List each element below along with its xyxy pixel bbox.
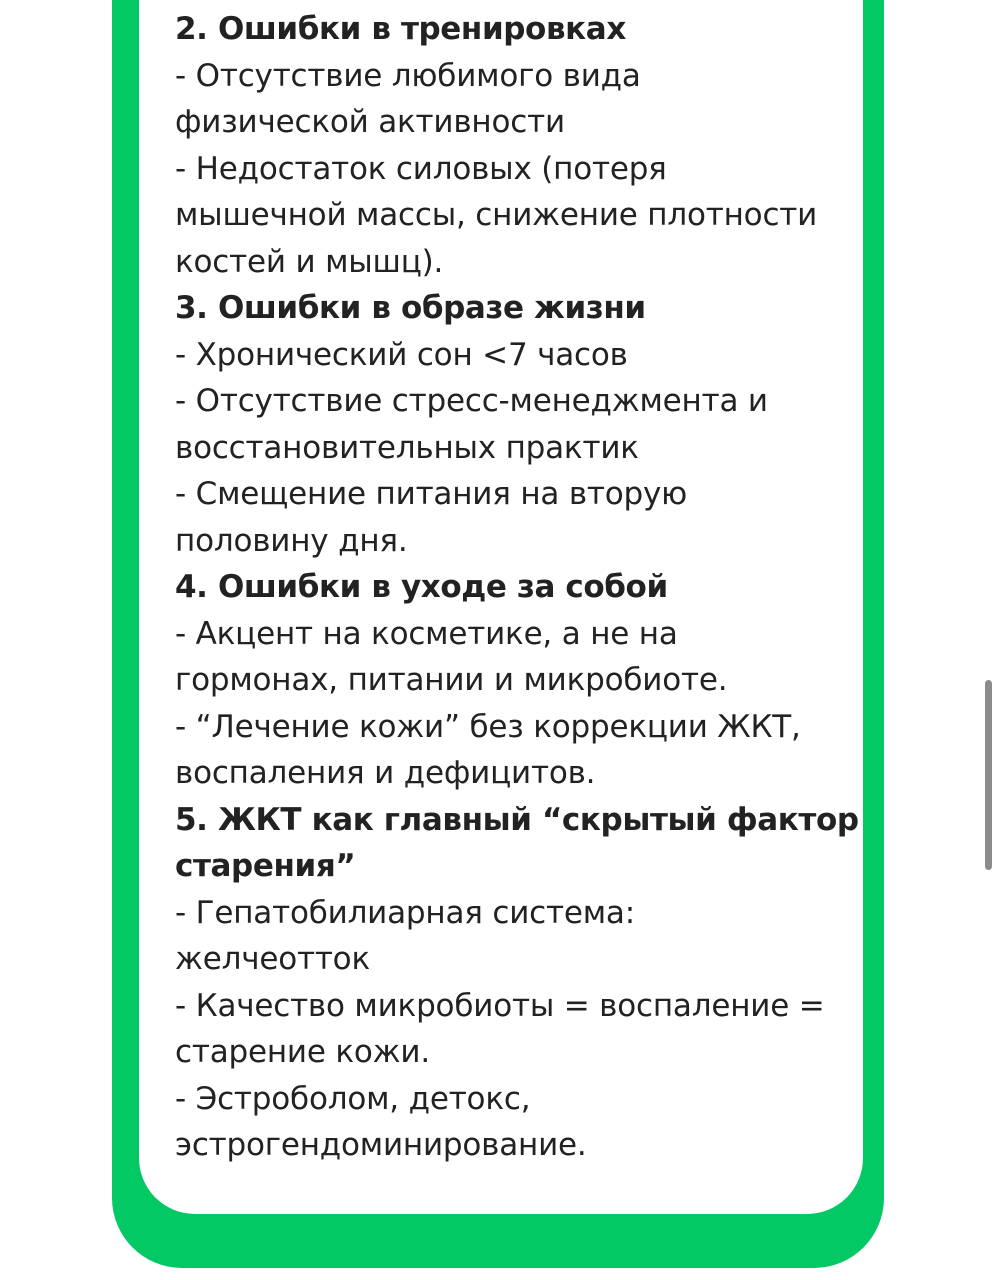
- text-line: - “Лечение кожи” без коррекции ЖКТ,: [175, 708, 801, 745]
- text-line: - Недостаток силовых (потеря: [175, 150, 667, 187]
- text-line: - Эстроболом, детокс,: [175, 1080, 531, 1117]
- section-self-care-errors: [175, 564, 855, 797]
- section-gut-aging-factor: [175, 797, 859, 1169]
- section-heading: 4. Ошибки в уходе за собой: [175, 569, 668, 605]
- content-card: [139, 0, 863, 1214]
- text-line: эстрогендоминирование.: [175, 1127, 587, 1163]
- section-heading: 2. Ошибки в тренировках: [175, 11, 626, 47]
- section-heading: 3. Ошибки в образе жизни: [175, 290, 646, 326]
- text-line: - Отсутствие любимого вида: [175, 57, 641, 94]
- text-line: - Хронический сон <7 часов: [175, 336, 628, 373]
- text-line: - Качество микробиоты = воспаление =: [175, 987, 825, 1024]
- text-line: половину дня.: [175, 522, 408, 559]
- text-line: мышечной массы, снижение плотности: [175, 197, 818, 233]
- text-line: желчеотток: [175, 941, 370, 977]
- article-text: [175, 6, 859, 1169]
- text-line: - Акцент на косметике, а не на: [175, 615, 678, 652]
- text-line: костей и мышц).: [175, 243, 444, 280]
- scrollbar[interactable]: [985, 680, 992, 870]
- section-training-errors: [175, 6, 855, 285]
- text-line: - Гепатобилиарная система:: [175, 894, 635, 931]
- text-line: - Смещение питания на вторую: [175, 476, 688, 512]
- text-line: гормонах, питании и микробиоте.: [175, 662, 728, 698]
- text-line: восстановительных практик: [175, 429, 639, 466]
- text-line: - Отсутствие стресс-менеджмента и: [175, 383, 768, 419]
- section-heading: старения”: [175, 848, 356, 884]
- section-lifestyle-errors: [175, 285, 855, 564]
- section-heading: 5. ЖКТ как главный “скрытый фактор: [175, 801, 859, 838]
- text-line: воспаления и дефицитов.: [175, 755, 596, 791]
- text-line: старение кожи.: [175, 1034, 431, 1070]
- text-line: физической активности: [175, 104, 565, 140]
